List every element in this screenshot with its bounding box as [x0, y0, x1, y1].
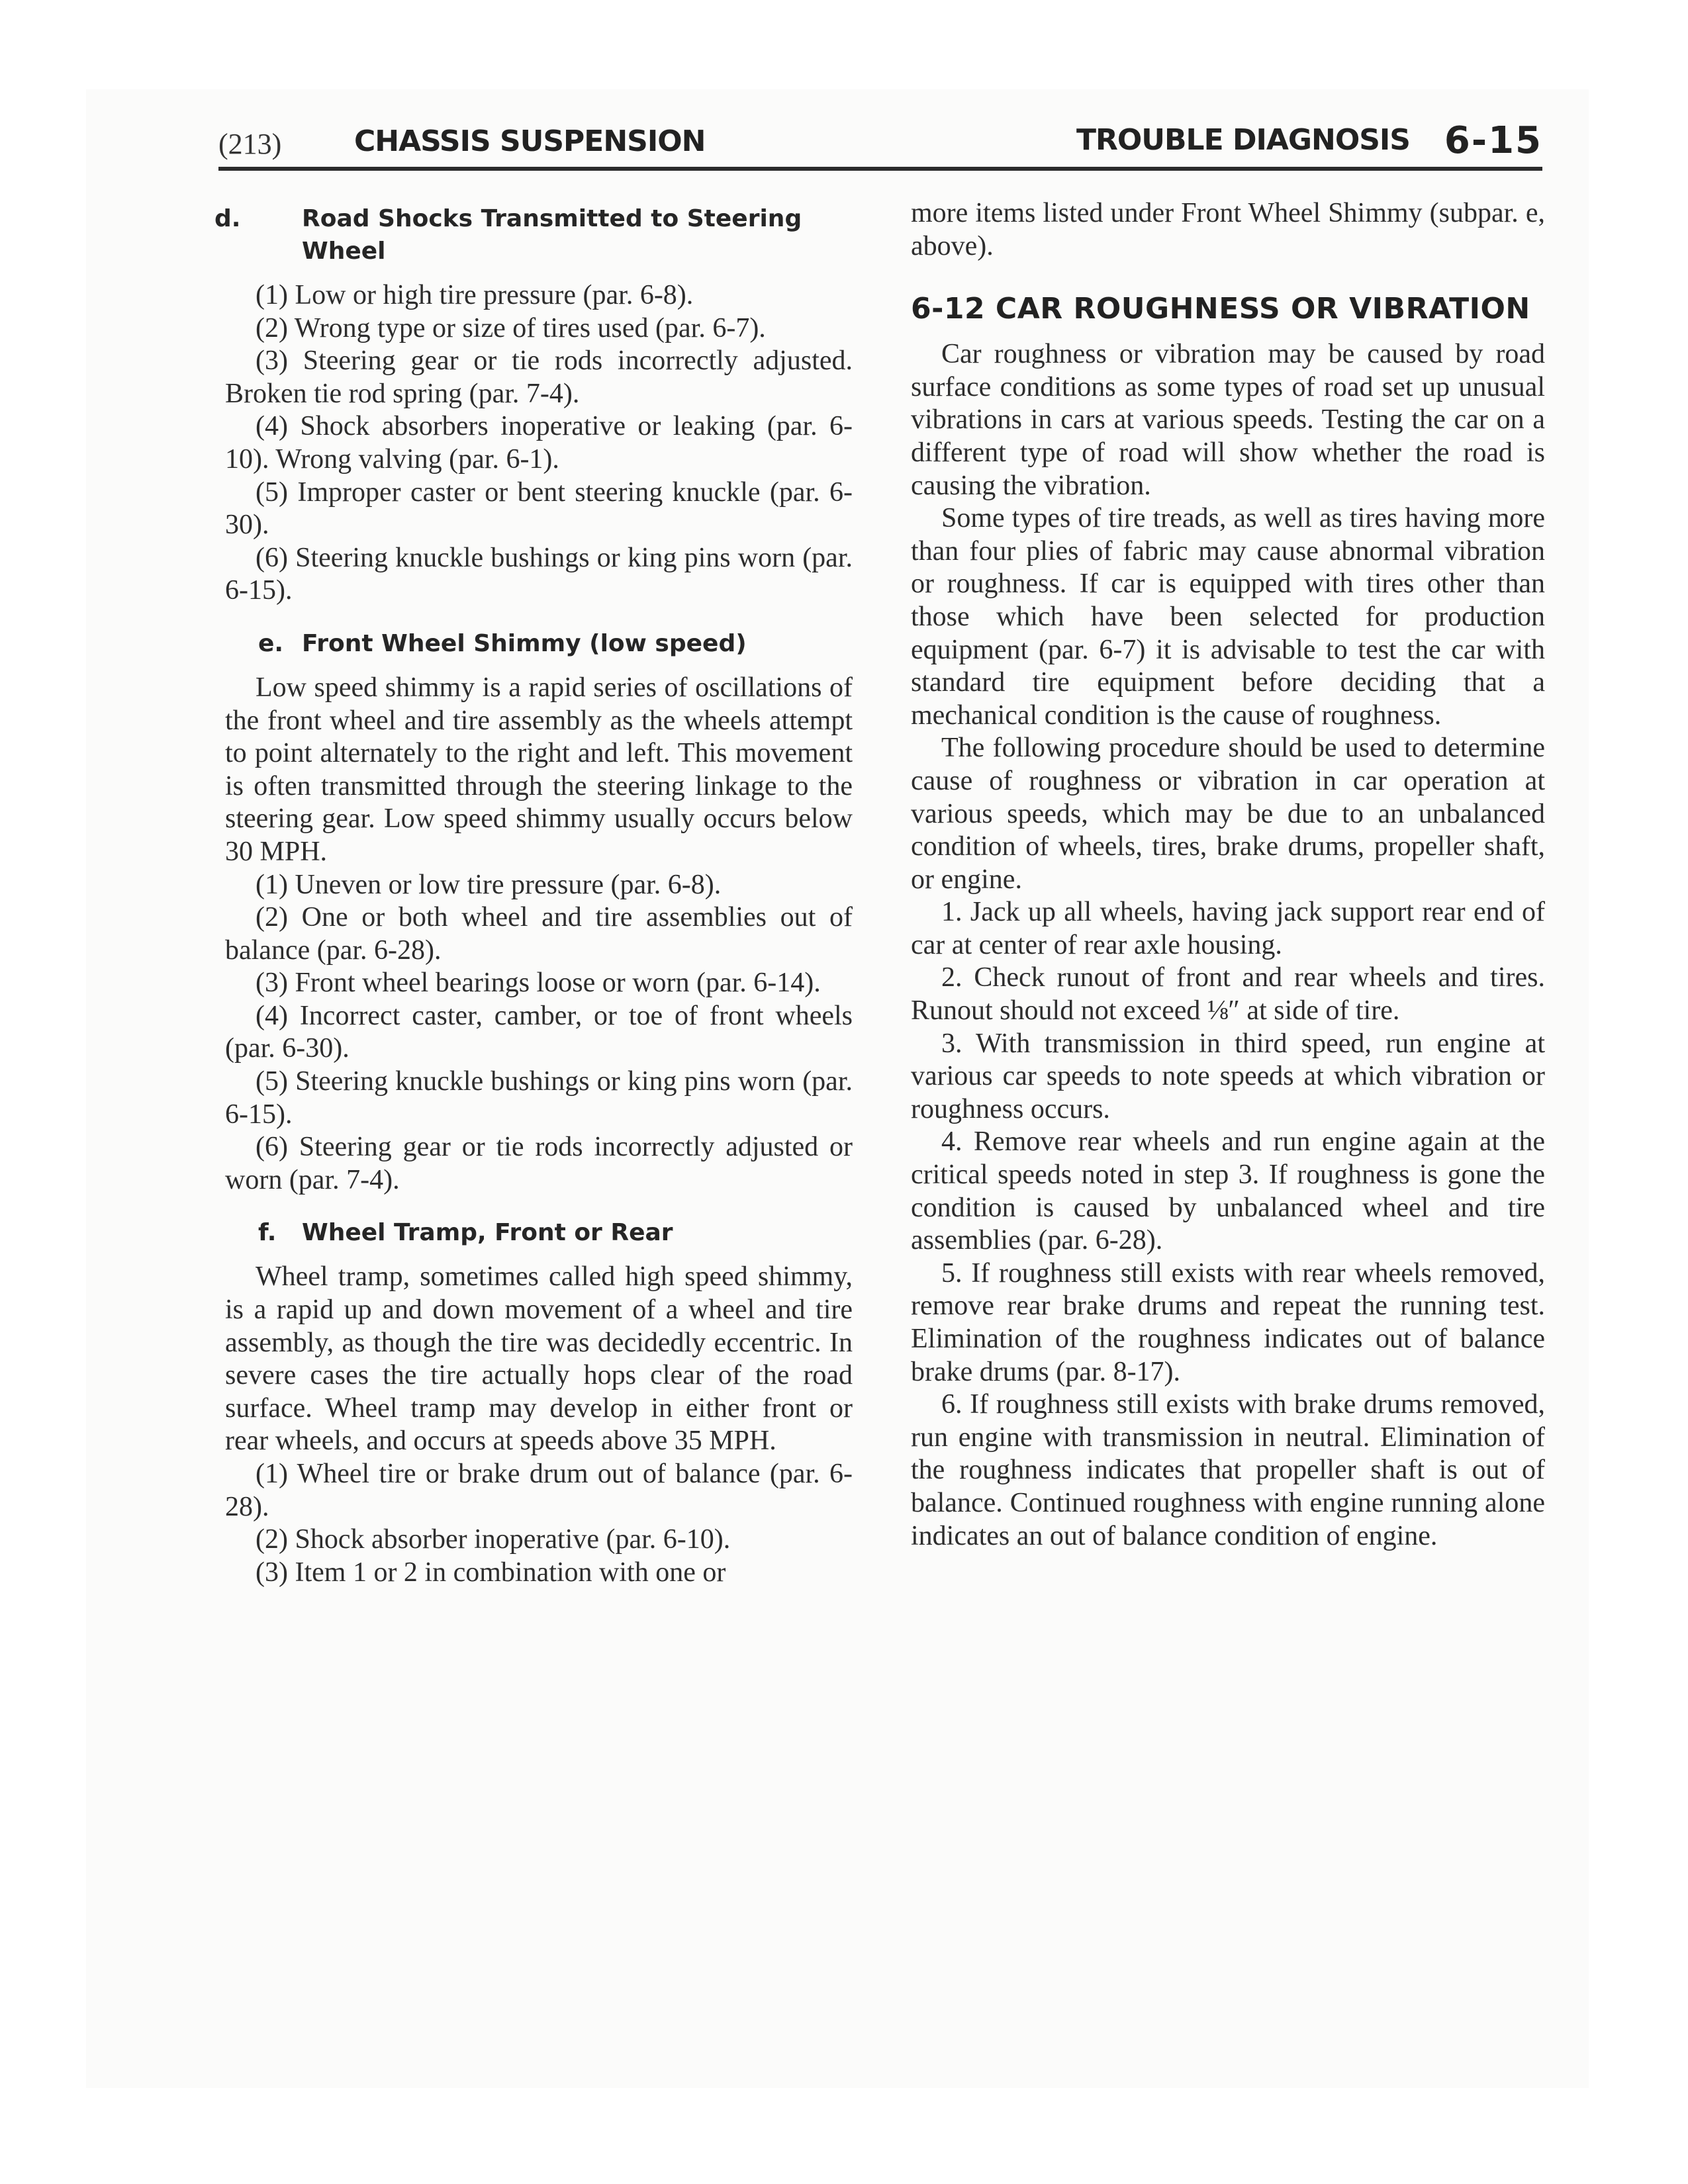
chapter-title: CHASSIS SUSPENSION: [354, 124, 706, 158]
list-item: (5) Steering knuckle bushings or king pins worn (par. 6-15).: [225, 1066, 853, 1130]
body-paragraph: Some types of tire treads, as well as tires having more than four plies of fabric may cause abnormal vibration or roughness. If car is equipped with tires other than those which have been selected for production equipment (par. 6-7) it is advisable to test the car with standard tire equipment before deciding that a mechanical condition is the cause of roughness.: [911, 503, 1545, 731]
list-item: (2) Wrong type or size of tires used (par. 6-7).: [256, 312, 766, 343]
right-column: [911, 197, 1545, 1553]
body-paragraph: Low speed shimmy is a rapid series of oscillations of the front wheel and tire assembly as the wheels attempt to point alternately to the right and left. This movement is often transmitted through the steering linkage to the steering gear. Low speed shimmy usually occurs below 30 MPH.: [225, 672, 853, 867]
list-item: (3) Front wheel bearings loose or worn (par. 6-14).: [256, 968, 821, 999]
procedure-step: 5. If roughness still exists with rear wheels removed, remove rear brake drums and repeat the running test. Elimination of the roughness indicates out of balance brake drums (par. 8-17).: [911, 1257, 1545, 1387]
page-number: (213): [218, 128, 282, 160]
subsection-title: Front Wheel Shimmy (low speed): [302, 629, 747, 657]
subsection-letter: e.: [258, 629, 284, 657]
subsection-letter: f.: [258, 1219, 277, 1247]
subsection-title: Wheel Tramp, Front or Rear: [302, 1219, 673, 1247]
procedure-step: 6. If roughness still exists with brake drums removed, run engine with transmission in neutral. Elimination of the roughness indicates that propeller shaft is out of balance. Continued roughness with engine running alone indicates an out of balance condition of engine.: [911, 1389, 1545, 1551]
continued-paragraph: more items listed under Front Wheel Shimmy (subpar. e, above).: [911, 198, 1545, 261]
list-item: (6) Steering gear or tie rods incorrectly adjusted or worn (par. 7-4).: [225, 1132, 853, 1195]
body-paragraph: The following procedure should be used to determine cause of roughness or vibration in car operation at various speeds, which may be due to an unbalanced condition of wheels, tires, brake drums, propeller shaft, or engine.: [911, 733, 1545, 895]
list-item: (2) One or both wheel and tire assemblies out of balance (par. 6-28).: [225, 902, 853, 966]
subsection-title: Road Shocks Transmitted to Steering Wheel: [302, 205, 802, 265]
subsection-letter: d.: [214, 205, 241, 232]
section-heading: 6-12 CAR ROUGHNESS OR VIBRATION: [911, 292, 1530, 326]
list-item: (2) Shock absorber inoperative (par. 6-10).: [256, 1524, 731, 1555]
body-paragraph: Wheel tramp, sometimes called high speed shimmy, is a rapid up and down movement of a wheel and tire assembly, as though the tire was decidedly eccentric. In severe cases the tire actually hops clear of the road surface. Wheel tramp may develop in either front or rear wheels, and occurs at speeds above 35 MPH.: [225, 1261, 853, 1457]
subsection-heading-d: [214, 203, 853, 267]
section-title: TROUBLE DIAGNOSIS: [1076, 123, 1410, 157]
procedure-step: 4. Remove rear wheels and run engine again at the critical speeds noted in step 3. If roughness is gone the condition is caused by unbalanced wheel and tire assemblies (par. 6-28).: [911, 1126, 1545, 1256]
list-item: (4) Incorrect caster, camber, or toe of front wheels (par. 6-30).: [225, 1000, 853, 1064]
list-item: (1) Low or high tire pressure (par. 6-8).: [256, 280, 694, 310]
list-item: (5) Improper caster or bent steering knuckle (par. 6-30).: [225, 477, 853, 541]
procedure-step: 1. Jack up all wheels, having jack support rear end of car at center of rear axle housing.: [911, 897, 1545, 960]
procedure-step: 2. Check runout of front and rear wheels and tires. Runout should not exceed ⅛″ at side of tire.: [911, 962, 1545, 1026]
list-item: (3) Steering gear or tie rods incorrectly adjusted. Broken tie rod spring (par. 7-4).: [225, 345, 853, 409]
header-rule: [218, 167, 1542, 171]
procedure-step: 3. With transmission in third speed, run engine at various car speeds to note speeds at which vibration or roughness occurs.: [911, 1028, 1545, 1124]
list-item: (6) Steering knuckle bushings or king pins worn (par. 6-15).: [225, 542, 853, 606]
section-page-number: 6-15: [1444, 119, 1542, 162]
list-item: (4) Shock absorbers inoperative or leaking (par. 6-10). Wrong valving (par. 6-1).: [225, 411, 853, 475]
body-paragraph: Car roughness or vibration may be caused by road surface conditions as some types of road set up unusual vibrations in cars at various speeds. Testing the car on a different type of road will show whether the road is causing the vibration.: [911, 339, 1545, 501]
running-header: [218, 119, 1542, 172]
subsection-heading-f: [225, 1216, 853, 1249]
left-column: [214, 199, 853, 1589]
list-item: (1) Uneven or low tire pressure (par. 6-8).: [256, 869, 722, 900]
list-item: (1) Wheel tire or brake drum out of balance (par. 6-28).: [225, 1459, 853, 1522]
list-item: (3) Item 1 or 2 in combination with one or: [256, 1557, 726, 1588]
subsection-heading-e: [225, 627, 853, 660]
